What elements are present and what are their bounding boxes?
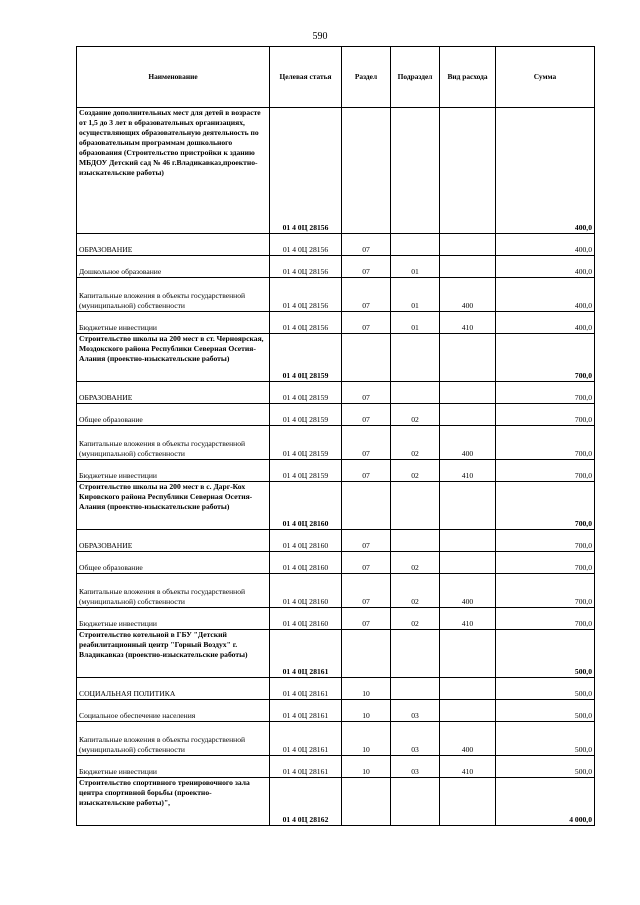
- budget-table: [76, 46, 595, 826]
- row-section: [342, 482, 391, 530]
- row-subsection: [391, 778, 440, 826]
- row-name: Капитальные вложения в объекты государственной (муниципальной) собственности: [77, 278, 270, 312]
- row-name: ОБРАЗОВАНИЕ: [77, 530, 270, 552]
- table-row: [77, 404, 595, 426]
- row-sum: 700,0: [496, 460, 595, 482]
- row-sum: 400,0: [496, 256, 595, 278]
- table-row: [77, 256, 595, 278]
- row-sum: 700,0: [496, 574, 595, 608]
- row-subsection: 02: [391, 574, 440, 608]
- row-sum: 500,0: [496, 756, 595, 778]
- row-expense-type: 410: [440, 608, 496, 630]
- row-section: [342, 108, 391, 234]
- page-number: 590: [312, 31, 328, 42]
- row-section: [342, 630, 391, 678]
- row-expense-type: [440, 630, 496, 678]
- row-section: 07: [342, 530, 391, 552]
- row-section: 07: [342, 256, 391, 278]
- row-sum: 700,0: [496, 404, 595, 426]
- row-sum: 700,0: [496, 552, 595, 574]
- row-sum: 500,0: [496, 630, 595, 678]
- row-section: 07: [342, 278, 391, 312]
- row-name: Бюджетные инвестиции: [77, 756, 270, 778]
- row-target-article: 01 4 0Ц 28159: [270, 404, 342, 426]
- row-target-article: 01 4 0Ц 28159: [270, 460, 342, 482]
- table-row-program: [77, 630, 595, 678]
- table-row: [77, 700, 595, 722]
- row-subsection: [391, 630, 440, 678]
- table-row: [77, 678, 595, 700]
- row-target-article: 01 4 0Ц 28161: [270, 722, 342, 756]
- row-name: Дошкольное образование: [77, 256, 270, 278]
- table-row: [77, 552, 595, 574]
- row-name: Общее образование: [77, 552, 270, 574]
- row-section: 10: [342, 756, 391, 778]
- row-target-article: 01 4 0Ц 28156: [270, 234, 342, 256]
- row-name: Строительство школы на 200 мест в ст. Черноярская, Моздокского района Республики Северная Осетия-Алания (проектно-изыскательские работы): [77, 334, 270, 382]
- row-name: Капитальные вложения в объекты государственной (муниципальной) собственности: [77, 426, 270, 460]
- row-target-article: 01 4 0Ц 28161: [270, 630, 342, 678]
- row-section: 07: [342, 234, 391, 256]
- row-subsection: 01: [391, 256, 440, 278]
- table-row-program: [77, 778, 595, 826]
- row-name: Бюджетные инвестиции: [77, 460, 270, 482]
- row-subsection: [391, 234, 440, 256]
- row-name: Строительство котельной в ГБУ "Детский реабилитационный центр "Горный Воздух" г. Владикавказ (проектно-изыскательские работы): [77, 630, 270, 678]
- header-expense-type: Вид расхода: [440, 47, 496, 108]
- row-expense-type: [440, 778, 496, 826]
- row-sum: 400,0: [496, 108, 595, 234]
- row-expense-type: 400: [440, 278, 496, 312]
- table-row: [77, 608, 595, 630]
- row-section: 07: [342, 552, 391, 574]
- row-section: 07: [342, 460, 391, 482]
- row-target-article: 01 4 0Ц 28156: [270, 278, 342, 312]
- row-name: ОБРАЗОВАНИЕ: [77, 234, 270, 256]
- header-subsection: Подраздел: [391, 47, 440, 108]
- row-target-article: 01 4 0Ц 28160: [270, 574, 342, 608]
- row-expense-type: [440, 482, 496, 530]
- row-target-article: 01 4 0Ц 28160: [270, 530, 342, 552]
- row-name: Бюджетные инвестиции: [77, 608, 270, 630]
- row-expense-type: [440, 382, 496, 404]
- row-name: Капитальные вложения в объекты государственной (муниципальной) собственности: [77, 574, 270, 608]
- row-sum: 700,0: [496, 334, 595, 382]
- header-name: Наименование: [77, 47, 270, 108]
- row-subsection: 02: [391, 426, 440, 460]
- row-expense-type: [440, 530, 496, 552]
- row-name: Капитальные вложения в объекты государственной (муниципальной) собственности: [77, 722, 270, 756]
- row-expense-type: 400: [440, 722, 496, 756]
- row-sum: 500,0: [496, 678, 595, 700]
- row-expense-type: [440, 552, 496, 574]
- row-expense-type: [440, 334, 496, 382]
- row-target-article: 01 4 0Ц 28161: [270, 756, 342, 778]
- row-target-article: 01 4 0Ц 28156: [270, 312, 342, 334]
- row-section: 10: [342, 722, 391, 756]
- table-row: [77, 756, 595, 778]
- table-row: [77, 574, 595, 608]
- row-expense-type: [440, 404, 496, 426]
- row-subsection: [391, 530, 440, 552]
- row-name: СОЦИАЛЬНАЯ ПОЛИТИКА: [77, 678, 270, 700]
- row-sum: 400,0: [496, 278, 595, 312]
- row-expense-type: [440, 678, 496, 700]
- row-sum: 400,0: [496, 234, 595, 256]
- row-subsection: 02: [391, 608, 440, 630]
- row-target-article: 01 4 0Ц 28160: [270, 608, 342, 630]
- row-section: 07: [342, 574, 391, 608]
- row-target-article: 01 4 0Ц 28159: [270, 382, 342, 404]
- row-sum: 700,0: [496, 482, 595, 530]
- row-expense-type: 410: [440, 312, 496, 334]
- row-sum: 700,0: [496, 530, 595, 552]
- row-section: 07: [342, 312, 391, 334]
- row-subsection: 01: [391, 278, 440, 312]
- row-sum: 500,0: [496, 722, 595, 756]
- row-section: 07: [342, 608, 391, 630]
- table-row: [77, 426, 595, 460]
- header-section: Раздел: [342, 47, 391, 108]
- row-name: Общее образование: [77, 404, 270, 426]
- row-subsection: 01: [391, 312, 440, 334]
- table-row-program: [77, 108, 595, 234]
- row-section: [342, 778, 391, 826]
- row-target-article: 01 4 0Ц 28159: [270, 426, 342, 460]
- row-target-article: 01 4 0Ц 28156: [270, 256, 342, 278]
- row-name: Бюджетные инвестиции: [77, 312, 270, 334]
- row-subsection: [391, 482, 440, 530]
- table-row: [77, 278, 595, 312]
- row-target-article: 01 4 0Ц 28159: [270, 334, 342, 382]
- header-row: [77, 47, 595, 108]
- row-target-article: 01 4 0Ц 28156: [270, 108, 342, 234]
- row-section: 07: [342, 426, 391, 460]
- table-row: [77, 382, 595, 404]
- row-target-article: 01 4 0Ц 28162: [270, 778, 342, 826]
- row-subsection: 02: [391, 460, 440, 482]
- row-subsection: [391, 334, 440, 382]
- row-expense-type: 410: [440, 460, 496, 482]
- row-name: ОБРАЗОВАНИЕ: [77, 382, 270, 404]
- row-subsection: 03: [391, 756, 440, 778]
- row-subsection: [391, 382, 440, 404]
- row-subsection: 02: [391, 552, 440, 574]
- row-expense-type: [440, 234, 496, 256]
- table-row-program: [77, 482, 595, 530]
- row-section: 10: [342, 700, 391, 722]
- row-name: Социальное обеспечение населения: [77, 700, 270, 722]
- row-sum: 700,0: [496, 608, 595, 630]
- header-sum: Сумма: [496, 47, 595, 108]
- row-expense-type: [440, 700, 496, 722]
- row-subsection: 03: [391, 722, 440, 756]
- row-sum: 500,0: [496, 700, 595, 722]
- row-target-article: 01 4 0Ц 28161: [270, 678, 342, 700]
- row-expense-type: 410: [440, 756, 496, 778]
- row-subsection: [391, 108, 440, 234]
- header-target-article: Целевая статья: [270, 47, 342, 108]
- row-expense-type: [440, 108, 496, 234]
- row-subsection: 03: [391, 700, 440, 722]
- row-subsection: 02: [391, 404, 440, 426]
- table-row: [77, 234, 595, 256]
- row-expense-type: [440, 256, 496, 278]
- row-sum: 400,0: [496, 312, 595, 334]
- row-expense-type: 400: [440, 574, 496, 608]
- row-name: Строительство школы на 200 мест в с. Дарг-Кох Кировского района Республики Северная Осетия-Алания (проектно-изыскательские работы): [77, 482, 270, 530]
- row-sum: 700,0: [496, 382, 595, 404]
- table-row: [77, 312, 595, 334]
- row-sum: 700,0: [496, 426, 595, 460]
- table-row: [77, 460, 595, 482]
- row-subsection: [391, 678, 440, 700]
- row-section: 07: [342, 382, 391, 404]
- table-row-program: [77, 334, 595, 382]
- row-name: Строительство спортивного тренировочного зала центра спортивной борьбы (проектно-изыскательские работы)",: [77, 778, 270, 826]
- row-expense-type: 400: [440, 426, 496, 460]
- row-target-article: 01 4 0Ц 28160: [270, 482, 342, 530]
- row-target-article: 01 4 0Ц 28160: [270, 552, 342, 574]
- row-section: 07: [342, 404, 391, 426]
- row-name: Создание дополнительных мест для детей в возрасте от 1,5 до 3 лет в образовательных организациях, осуществляющих образовательную деятельность по образовательным программам дошкольного образования (Строительство пристройки к зданию МБДОУ Детский сад № 46 г.Владикавказ,проектно-изыскательские работы): [77, 108, 270, 234]
- row-target-article: 01 4 0Ц 28161: [270, 700, 342, 722]
- row-section: [342, 334, 391, 382]
- table-row: [77, 530, 595, 552]
- row-sum: 4 000,0: [496, 778, 595, 826]
- row-section: 10: [342, 678, 391, 700]
- table-row: [77, 722, 595, 756]
